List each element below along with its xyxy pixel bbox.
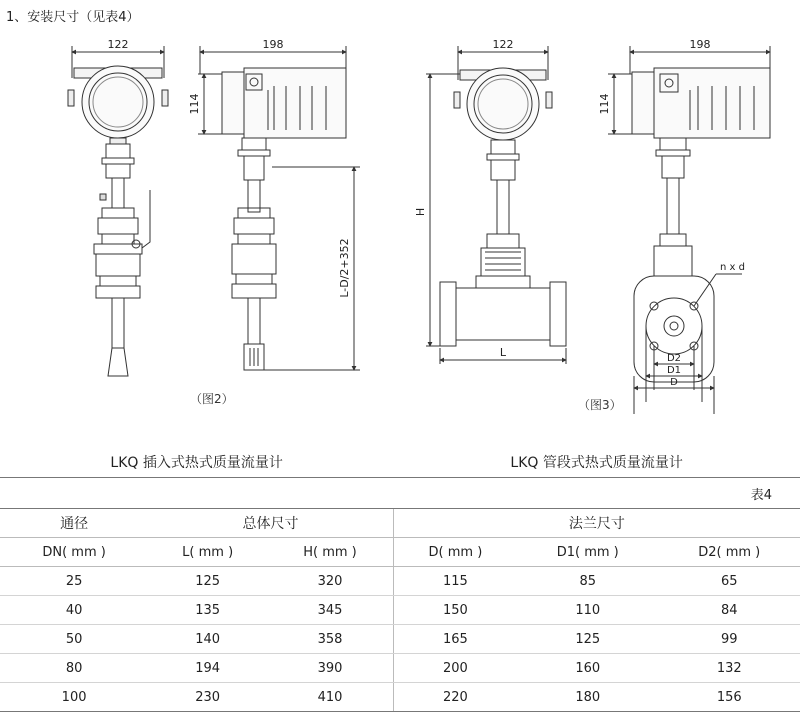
section-heading: 1、安装尺寸（见表4） bbox=[6, 10, 140, 25]
table-number-row bbox=[0, 478, 800, 509]
fig2-front-view bbox=[68, 46, 168, 376]
cell-d2: 99 bbox=[658, 625, 800, 654]
cell-h: 410 bbox=[267, 683, 393, 712]
fig2-height-114: 114 bbox=[188, 93, 201, 115]
figure3-caption: （图3） bbox=[578, 398, 622, 412]
fig3-length-L: L bbox=[499, 346, 507, 359]
cell-l: 125 bbox=[148, 567, 267, 596]
cell-h: 320 bbox=[267, 567, 393, 596]
fig3-dim-D: D bbox=[670, 377, 678, 388]
table-number: 表4 bbox=[750, 487, 772, 503]
fig3-bolt-holes: n x d bbox=[720, 262, 745, 273]
fig3-depth-198: 198 bbox=[689, 38, 711, 51]
table-row bbox=[0, 683, 800, 712]
group-diameter: 通径 bbox=[0, 509, 148, 538]
cell-dn: 80 bbox=[0, 654, 148, 683]
group-flange-size: 法兰尺寸 bbox=[393, 509, 800, 538]
col-h: H( mm ) bbox=[267, 538, 393, 567]
fig3-dim-D1: D1 bbox=[666, 365, 682, 376]
col-d1: D1( mm ) bbox=[517, 538, 658, 567]
cell-l: 140 bbox=[148, 625, 267, 654]
cell-d2: 132 bbox=[658, 654, 800, 683]
cell-d1: 110 bbox=[517, 596, 658, 625]
cell-h: 358 bbox=[267, 625, 393, 654]
cell-l: 135 bbox=[148, 596, 267, 625]
cell-d: 165 bbox=[393, 625, 517, 654]
installation-dimension-table bbox=[0, 447, 800, 712]
cell-d1: 85 bbox=[517, 567, 658, 596]
fig2-side-view bbox=[198, 46, 360, 370]
cell-d1: 160 bbox=[517, 654, 658, 683]
cell-dn: 25 bbox=[0, 567, 148, 596]
fig3-dim-D2: D2 bbox=[666, 353, 682, 364]
cell-l: 194 bbox=[148, 654, 267, 683]
fig2-depth-198: 198 bbox=[262, 38, 284, 51]
installation-drawings bbox=[0, 30, 800, 420]
cell-l: 230 bbox=[148, 683, 267, 712]
table-row bbox=[0, 596, 800, 625]
cell-d: 200 bbox=[393, 654, 517, 683]
group-header-row bbox=[0, 509, 800, 538]
col-d2: D2( mm ) bbox=[658, 538, 800, 567]
fig3-height-114: 114 bbox=[598, 93, 611, 115]
cell-dn: 40 bbox=[0, 596, 148, 625]
pipe-section-type-title: LKQ 管段式热式质量流量计 bbox=[393, 447, 800, 478]
cell-d2: 156 bbox=[658, 683, 800, 712]
cell-h: 345 bbox=[267, 596, 393, 625]
figure2-caption: （图2） bbox=[190, 392, 234, 406]
cell-d: 115 bbox=[393, 567, 517, 596]
cell-d2: 84 bbox=[658, 596, 800, 625]
table-row bbox=[0, 567, 800, 596]
cell-d2: 65 bbox=[658, 567, 800, 596]
table-title-row bbox=[0, 447, 800, 478]
group-overall-size: 总体尺寸 bbox=[148, 509, 393, 538]
fig3-width-122: 122 bbox=[492, 38, 514, 51]
fig2-length-formula: L-D/2+352 bbox=[338, 238, 351, 298]
insertion-type-title: LKQ 插入式热式质量流量计 bbox=[0, 447, 393, 478]
col-l: L( mm ) bbox=[148, 538, 267, 567]
cell-d1: 180 bbox=[517, 683, 658, 712]
col-d: D( mm ) bbox=[393, 538, 517, 567]
fig2-width-122: 122 bbox=[107, 38, 129, 51]
table-row bbox=[0, 625, 800, 654]
fig3-side-view bbox=[608, 46, 770, 414]
fig3-front-view bbox=[426, 46, 566, 364]
cell-d: 150 bbox=[393, 596, 517, 625]
cell-dn: 100 bbox=[0, 683, 148, 712]
cell-d1: 125 bbox=[517, 625, 658, 654]
table-row bbox=[0, 654, 800, 683]
cell-dn: 50 bbox=[0, 625, 148, 654]
cell-d: 220 bbox=[393, 683, 517, 712]
col-dn: DN( mm ) bbox=[0, 538, 148, 567]
fig3-height-H: H bbox=[414, 207, 427, 217]
column-header-row bbox=[0, 538, 800, 567]
cell-h: 390 bbox=[267, 654, 393, 683]
